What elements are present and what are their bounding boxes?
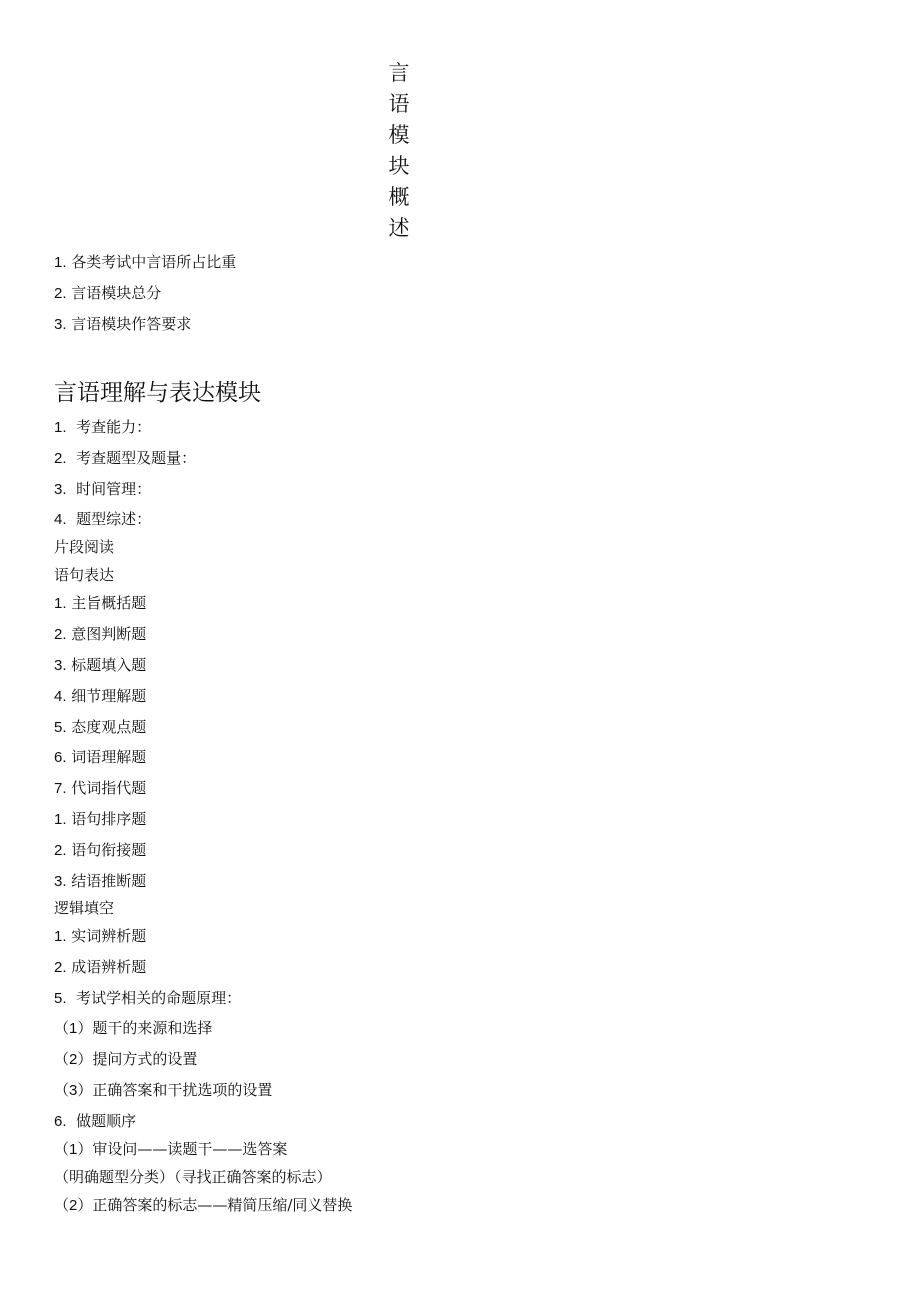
list-item	[54, 624, 146, 645]
item-number: 2.	[54, 626, 67, 643]
item-number: 1.	[54, 811, 67, 828]
item-text: 态度观点题	[71, 718, 147, 736]
item-number: 5.	[54, 719, 67, 736]
list-item	[54, 1018, 212, 1039]
item-number: （2）	[54, 1051, 93, 1068]
item-text: 题干的来源和选择	[92, 1019, 213, 1037]
item-number: 7.	[54, 780, 67, 797]
section-heading: 言语理解与表达模块	[54, 380, 261, 406]
list-item	[54, 509, 151, 530]
item-number: 3.	[54, 481, 67, 498]
list-item	[54, 479, 151, 500]
subsection-label	[54, 565, 114, 586]
item-number: （1）	[54, 1141, 93, 1158]
item-text: 题型综述：	[76, 510, 152, 528]
overview-item-3	[54, 314, 191, 335]
item-text: 语句衔接题	[71, 841, 147, 859]
item-text: 片段阅读	[54, 538, 115, 556]
item-text: 各类考试中言语所占比重	[71, 253, 237, 271]
list-item	[54, 809, 146, 830]
list-item	[54, 717, 146, 738]
item-number: 4.	[54, 688, 67, 705]
list-item	[54, 1080, 272, 1101]
list-item	[54, 1195, 352, 1216]
item-number: （2）	[54, 1197, 93, 1214]
item-number: 2.	[54, 450, 67, 467]
item-number: 2.	[54, 842, 67, 859]
item-text: 时间管理：	[76, 480, 152, 498]
item-number: 4.	[54, 511, 67, 528]
item-text: 审设问——读题干——选答案	[92, 1140, 288, 1158]
item-text: 意图判断题	[71, 625, 147, 643]
item-text: 主旨概括题	[71, 594, 147, 612]
overview-item-1	[54, 252, 236, 273]
item-text: 言语模块总分	[71, 284, 162, 302]
overview-item-2	[54, 283, 161, 304]
list-item	[54, 686, 146, 707]
item-text: 语句表达	[54, 566, 115, 584]
item-number: 2.	[54, 285, 67, 302]
item-text: 考查能力：	[76, 418, 152, 436]
item-number: 6.	[54, 749, 67, 766]
item-text: （明确题型分类）（寻找正确答案的标志）	[54, 1168, 332, 1186]
item-text: 逻辑填空	[54, 899, 115, 917]
item-text: 正确答案和干扰选项的设置	[92, 1081, 273, 1099]
item-number: 5.	[54, 990, 67, 1007]
item-text: 语句排序题	[71, 810, 147, 828]
item-text: 考试学相关的命题原理：	[76, 989, 242, 1007]
list-item	[54, 778, 146, 799]
subsection-label	[54, 537, 114, 558]
vertical-title: 言语模块概述	[388, 61, 410, 240]
item-text: 正确答案的标志——精简压缩/同义替换	[92, 1196, 353, 1214]
item-text: 标题填入题	[71, 656, 147, 674]
list-item	[54, 1111, 136, 1132]
list-item	[54, 417, 151, 438]
note-line	[54, 1167, 332, 1188]
item-number: （3）	[54, 1082, 93, 1099]
list-item	[54, 988, 241, 1009]
item-text: 考查题型及题量：	[76, 449, 197, 467]
item-text: 言语模块作答要求	[71, 315, 192, 333]
item-number: 3.	[54, 873, 67, 890]
item-number: 6.	[54, 1113, 67, 1130]
list-item	[54, 655, 146, 676]
item-text: 实词辨析题	[71, 927, 147, 945]
list-item	[54, 1139, 287, 1160]
list-item	[54, 840, 146, 861]
item-text: 做题顺序	[76, 1112, 137, 1130]
list-item	[54, 593, 146, 614]
list-item	[54, 871, 146, 892]
item-number: （1）	[54, 1020, 93, 1037]
item-text: 细节理解题	[71, 687, 147, 705]
item-number: 1.	[54, 595, 67, 612]
item-text: 成语辨析题	[71, 958, 147, 976]
item-number: 2.	[54, 959, 67, 976]
item-text: 代词指代题	[71, 779, 147, 797]
item-number: 1.	[54, 254, 67, 271]
list-item	[54, 448, 196, 469]
item-number: 1.	[54, 928, 67, 945]
subsection-label	[54, 898, 114, 919]
list-item	[54, 957, 146, 978]
item-number: 3.	[54, 657, 67, 674]
list-item	[54, 1049, 197, 1070]
list-item	[54, 747, 146, 768]
item-text: 词语理解题	[71, 748, 147, 766]
list-item	[54, 926, 146, 947]
item-text: 提问方式的设置	[92, 1050, 198, 1068]
item-number: 1.	[54, 419, 67, 436]
item-text: 结语推断题	[71, 872, 147, 890]
item-number: 3.	[54, 316, 67, 333]
